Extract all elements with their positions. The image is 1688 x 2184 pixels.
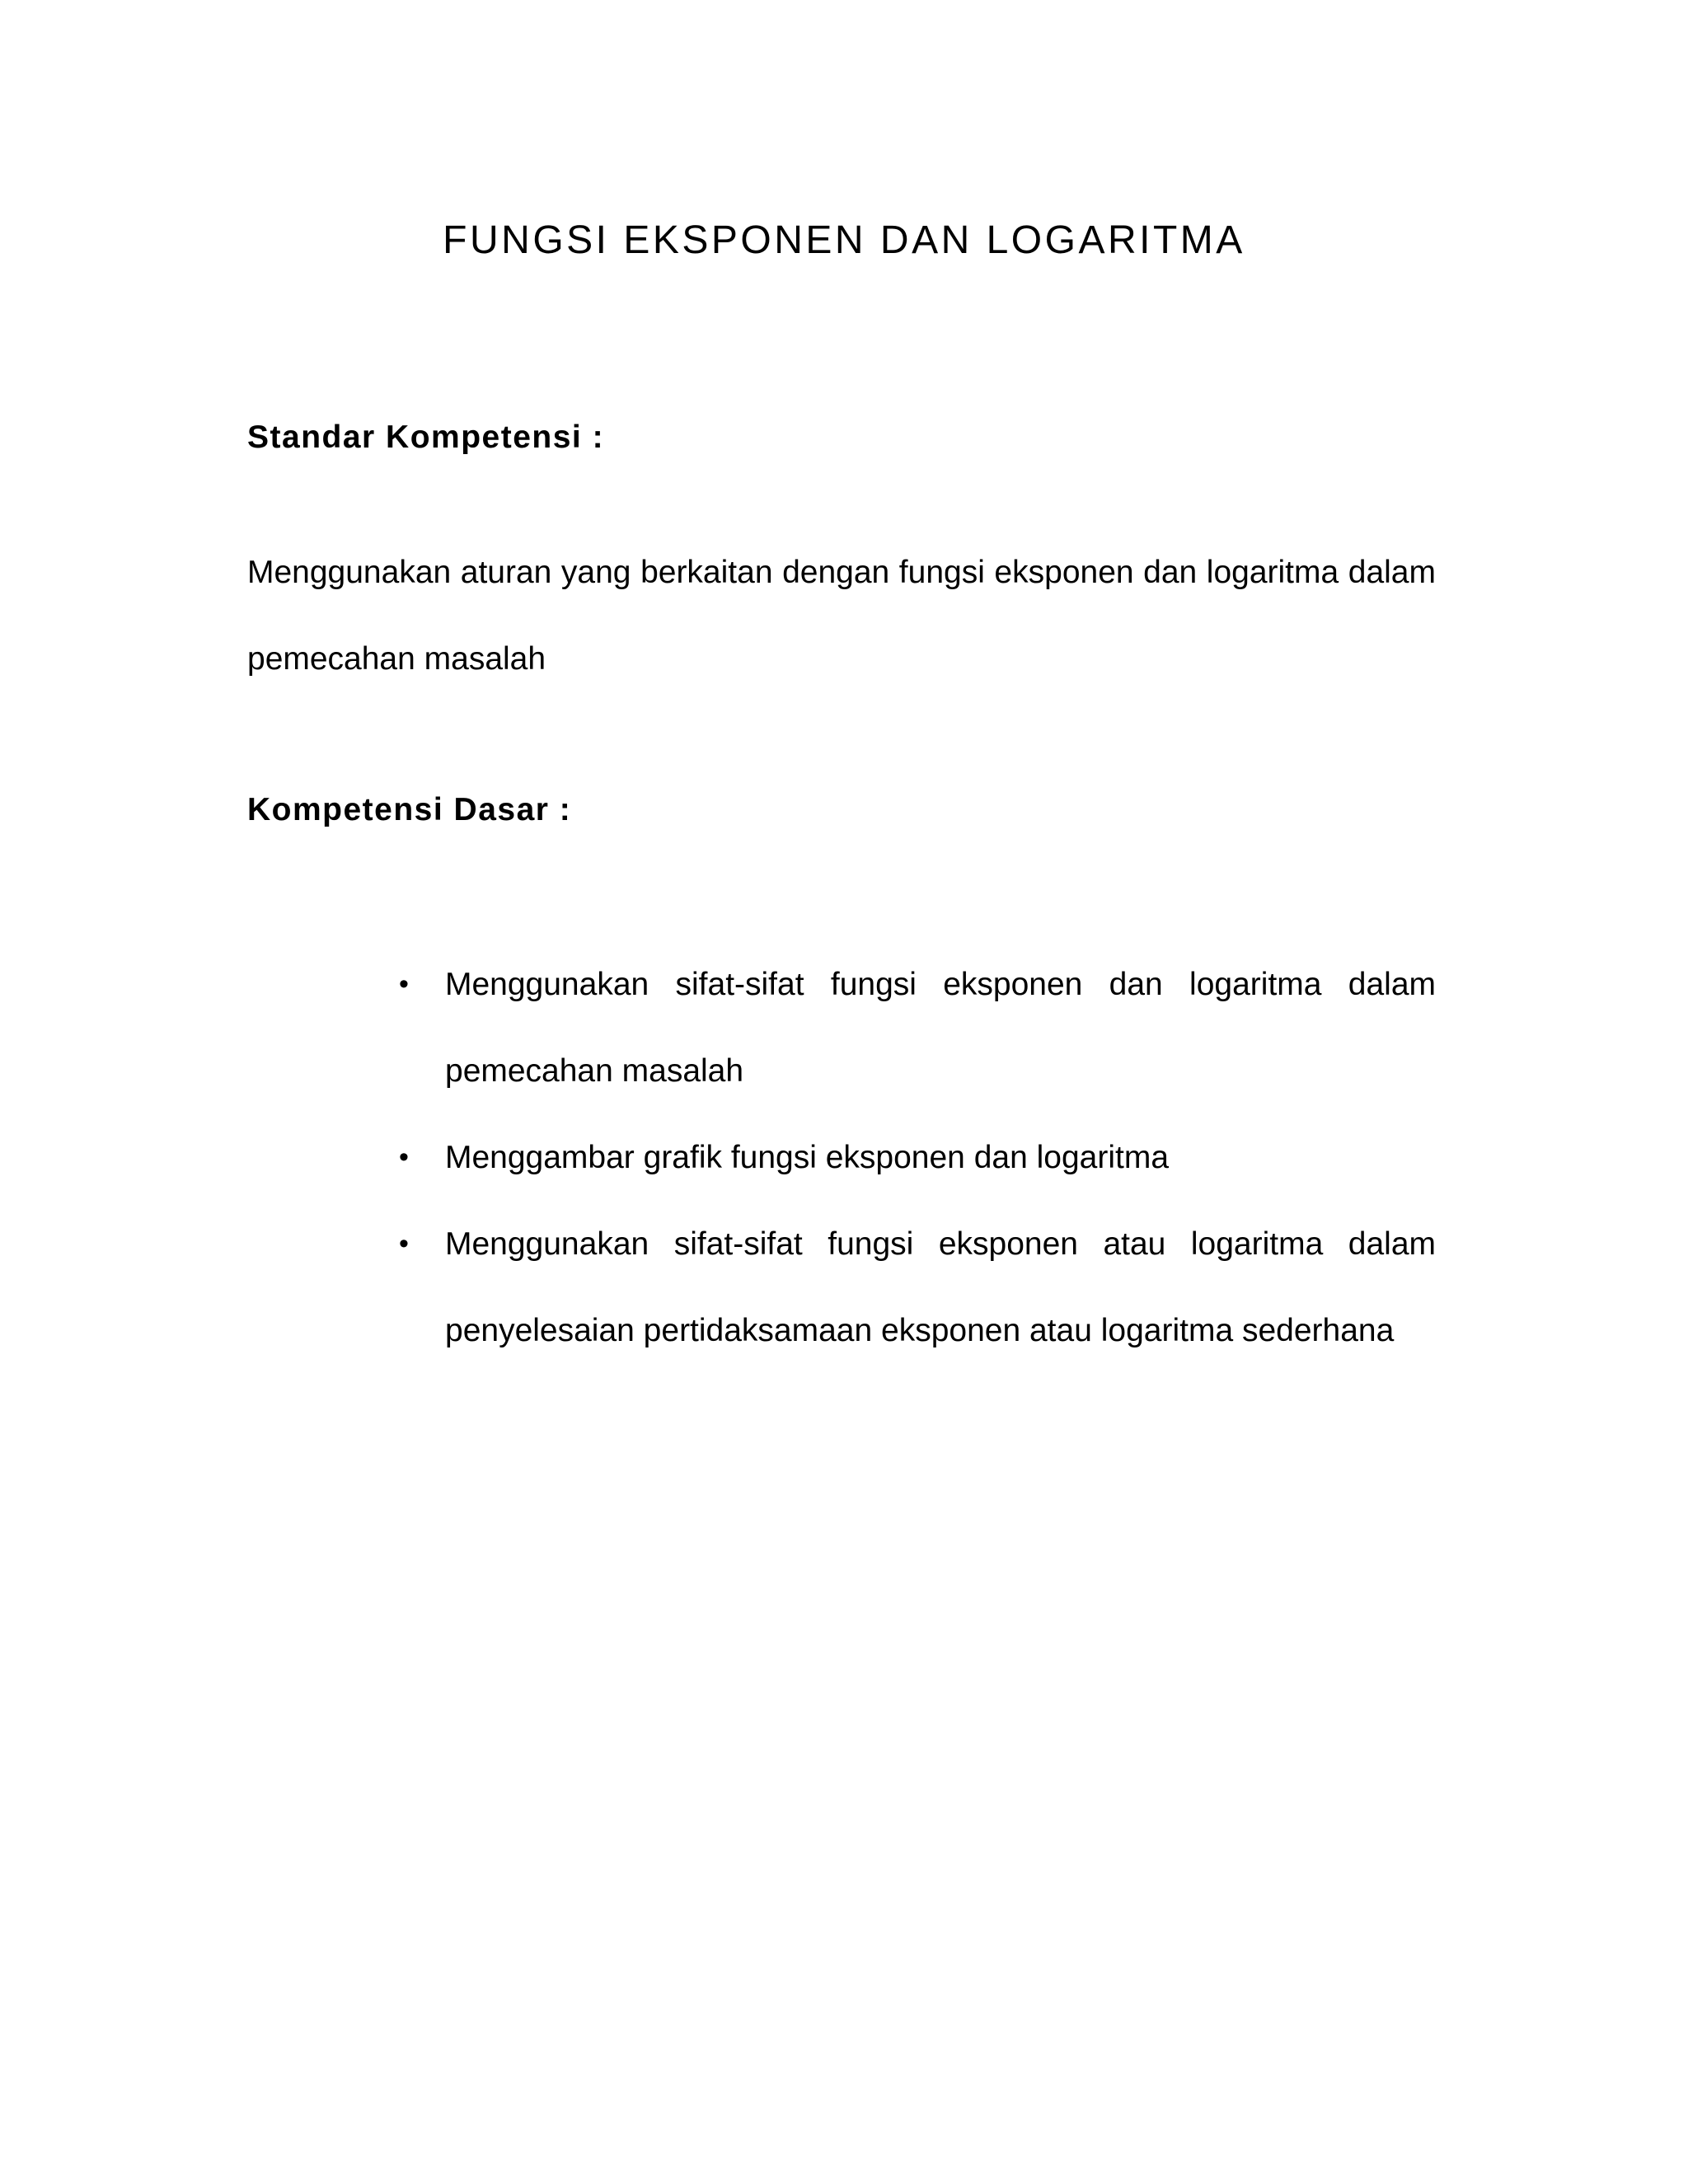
list-item-text: Menggambar grafik fungsi eksponen dan logaritma xyxy=(445,1140,1170,1175)
kompetensi-dasar-list xyxy=(399,941,1436,1374)
list-item xyxy=(399,941,1436,1114)
kompetensi-dasar-heading: Kompetensi Dasar : xyxy=(247,792,572,827)
page-title: FUNGSI EKSPONEN DAN LOGARITMA xyxy=(443,218,1245,262)
standar-kompetensi-heading: Standar Kompetensi : xyxy=(247,419,605,455)
list-item xyxy=(399,1201,1436,1374)
list-item xyxy=(399,1114,1436,1201)
standar-kompetensi-text: Menggunakan aturan yang berkaitan dengan fungsi eksponen dan logaritma dalam pemecahan masalah xyxy=(247,555,1436,677)
bullet-icon: • xyxy=(399,1228,409,1259)
bullet-icon: • xyxy=(399,1141,409,1173)
list-item-text: Menggunakan sifat-sifat fungsi eksponen dan logaritma dalam pemecahan masalah xyxy=(445,967,1436,1089)
bullet-icon: • xyxy=(399,968,409,1000)
list-item-text: Menggunakan sifat-sifat fungsi eksponen atau logaritma dalam penyelesaian pertidaksamaan eksponen atau logaritma sederhana xyxy=(445,1226,1436,1348)
